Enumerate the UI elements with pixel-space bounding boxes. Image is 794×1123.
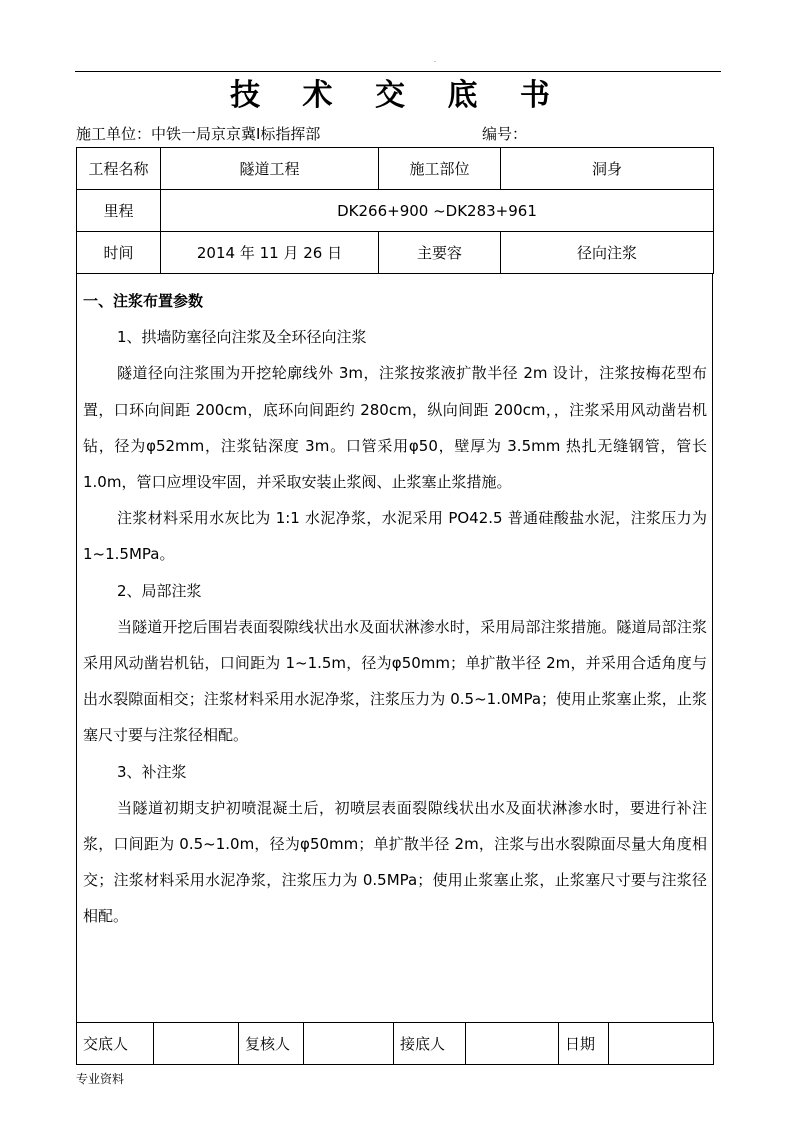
- review-field[interactable]: [304, 1023, 394, 1065]
- time-row: [77, 232, 714, 274]
- section-heading: 一、注浆布置参数: [83, 292, 204, 310]
- document-title: 技 术 交 底 书: [230, 78, 566, 113]
- receive-field[interactable]: [466, 1023, 559, 1065]
- signature-table: [76, 1022, 714, 1065]
- top-dot: ·: [434, 59, 436, 66]
- info-table: [76, 147, 714, 274]
- signature-row: [77, 1023, 714, 1065]
- mileage-label: 里程: [77, 190, 161, 232]
- subsection-title-1: 1、拱墙防塞径向注浆及全环径向注浆: [117, 328, 367, 347]
- date-label: 日期: [559, 1023, 609, 1065]
- project-label: 工程名称: [77, 148, 161, 190]
- mileage-row: [77, 190, 714, 232]
- time-value: 2014 年 11 月 26 日: [161, 232, 379, 274]
- project-row: [77, 148, 714, 190]
- paragraph-2-1: 当隧道开挖后围岩表面裂隙线状出水及面状淋渗水时，采用局部注浆措施。隧道局部注浆采用风动凿岩机钻，口间距为 1~1.5m，径为φ50mm；单扩散半径 2m，并采用合适角度与出水裂隙面相交；注浆材料采用水泥净浆，注浆压力为 0.5~1.0MPa；使用止浆塞止浆，止浆塞尺寸要与注浆径相配。: [83, 617, 707, 745]
- paragraph-1-1: 隧道径向注浆围为开挖轮廓线外 3m，注浆按浆液扩散半径 2m 设计，注浆按梅花型布置，口环向间距 200cm，底环向间距约 280cm，纵向间距 200cm，，注浆采用风动凿岩机钻，径为φ52mm，注浆钻深度 3m。口管采用φ50，壁厚为 3.5mm 热扎无缝钢管，管长 1.0m，管口应埋设牢固，并采取安装止浆阀、止浆塞止浆措施。: [83, 364, 707, 492]
- main-content-value: 径向注浆: [501, 232, 714, 274]
- footer-text: 专业资料: [76, 1072, 125, 1086]
- date-field[interactable]: [609, 1023, 714, 1065]
- header-rule: [75, 71, 721, 72]
- time-label: 时间: [77, 232, 161, 274]
- receive-label: 接底人: [394, 1023, 466, 1065]
- location-value: 洞身: [501, 148, 714, 190]
- paragraph-1-2: 注浆材料采用水灰比为 1:1 水泥净浆，水泥采用 PO42.5 普通硅酸盐水泥，注浆压力为 1~1.5MPa。: [83, 509, 707, 564]
- project-value: 隧道工程: [161, 148, 379, 190]
- main-content-label: 主要容: [379, 232, 501, 274]
- disclose-label: 交底人: [77, 1023, 154, 1065]
- subsection-title-3: 3、补注浆: [117, 762, 187, 781]
- review-label: 复核人: [239, 1023, 304, 1065]
- location-label: 施工部位: [379, 148, 501, 190]
- mileage-value: DK266+900 ~DK283+961: [161, 190, 714, 232]
- document-number-label: 编号：: [482, 125, 528, 143]
- paragraph-3-1: 当隧道初期支护初喷混凝土后，初喷层表面裂隙线状出水及面状淋渗水时，要进行补注浆，口间距为 0.5~1.0m，径为φ50mm；单扩散半径 2m，注浆与出水裂隙面尽量大角度相交；注浆材料采用水泥净浆，注浆压力为 0.5MPa；使用止浆塞止浆，止浆塞尺寸要与注浆径相配。: [83, 798, 707, 926]
- subsection-title-2: 2、局部注浆: [117, 581, 202, 600]
- construction-unit: 施工单位：中铁一局京京冀Ⅰ标指挥部: [76, 125, 321, 143]
- content-area: [76, 273, 713, 1022]
- disclose-field[interactable]: [154, 1023, 239, 1065]
